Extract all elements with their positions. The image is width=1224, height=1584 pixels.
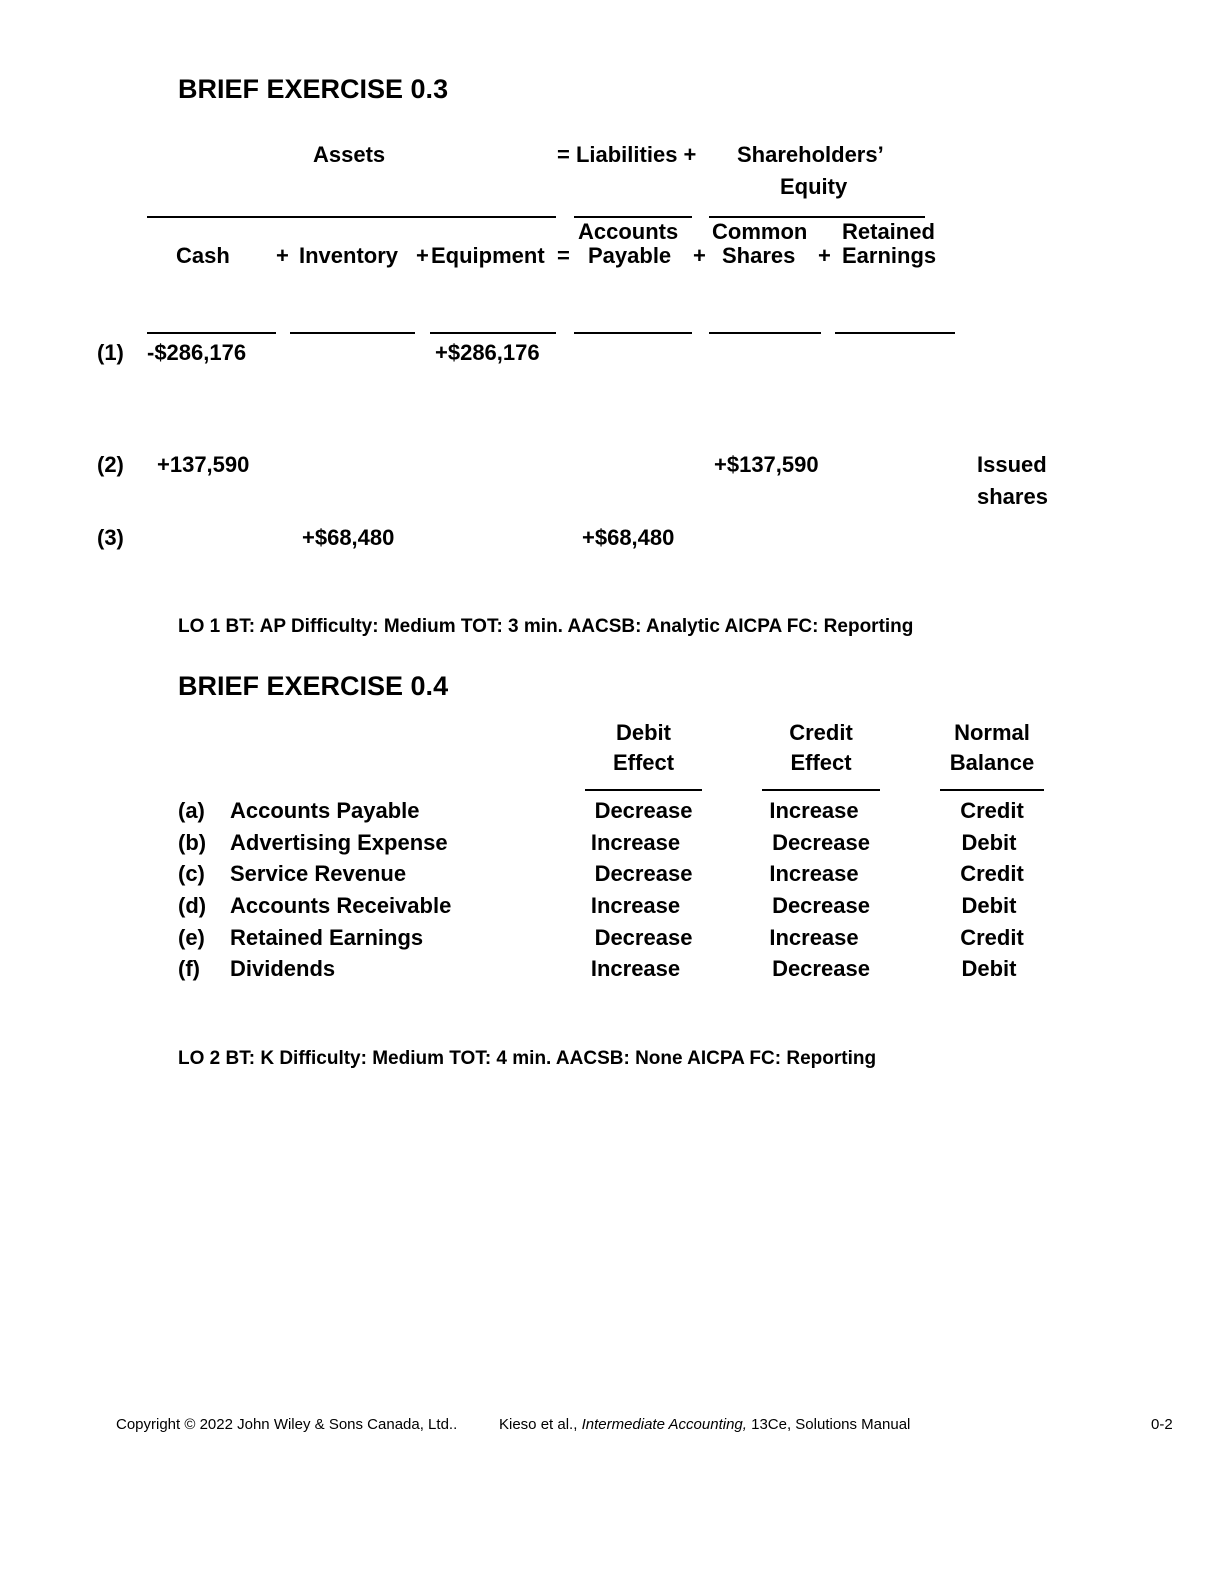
col-header-plus-3: +	[693, 243, 706, 268]
col-header-plus-1: +	[276, 243, 289, 268]
row-label: (3)	[97, 525, 124, 550]
accounts-payable-value: +$68,480	[582, 525, 675, 550]
footer-book-title: Intermediate Accounting,	[581, 1416, 747, 1433]
account-name: Service Revenue	[230, 861, 407, 886]
col-header-retained-earnings-line2: Earnings	[842, 243, 937, 268]
inventory-value: +$68,480	[302, 525, 395, 550]
row-note-line1: Issued	[977, 452, 1047, 477]
be3-learning-objective-meta: LO 1 BT: AP Difficulty: Medium TOT: 3 min. AACSB: Analytic AICPA FC: Reporting	[178, 616, 914, 637]
assets-group-underline	[147, 216, 556, 218]
col-header-plus-4: +	[818, 243, 831, 268]
credit-effect-header-line2: Effect	[790, 750, 852, 775]
normal-balance-underline	[940, 789, 1044, 791]
normal-balance-value: Debit	[961, 893, 1017, 918]
account-name: Retained Earnings	[230, 925, 424, 950]
debit-effect-value: Increase	[590, 830, 681, 855]
cash-value: -$286,176	[147, 340, 247, 365]
col-header-cash: Cash	[176, 243, 230, 268]
account-name: Accounts Payable	[230, 798, 420, 823]
common-shares-value: +$137,590	[714, 452, 819, 477]
account-name: Accounts Receivable	[230, 893, 452, 918]
account-name: Advertising Expense	[230, 830, 448, 855]
col-header-equipment: Equipment	[431, 243, 545, 268]
account-letter: (c)	[178, 861, 205, 886]
credit-effect-underline	[762, 789, 880, 791]
credit-effect-value: Increase	[769, 861, 859, 886]
be3-title: BRIEF EXERCISE 0.3	[178, 74, 449, 104]
account-letter: (d)	[178, 893, 207, 918]
debit-effect-value: Increase	[590, 956, 681, 981]
retained-earnings-col-underline	[835, 332, 955, 334]
debit-effect-underline	[585, 789, 702, 791]
col-header-plus-2: +	[416, 243, 429, 268]
liabilities-group-underline	[574, 216, 692, 218]
be4-title: BRIEF EXERCISE 0.4	[178, 671, 449, 701]
credit-effect-value: Decrease	[772, 956, 870, 981]
account-letter: (e)	[178, 925, 205, 950]
account-letter: (f)	[178, 956, 200, 981]
normal-balance-value: Credit	[960, 798, 1024, 823]
liabilities-group-label: = Liabilities +	[557, 142, 697, 167]
credit-effect-value: Increase	[769, 925, 859, 950]
equity-group-underline	[709, 216, 925, 218]
debit-effect-value: Decrease	[594, 798, 693, 823]
col-header-retained-earnings-line1: Retained	[842, 219, 935, 244]
row-note-line2: shares	[977, 484, 1048, 509]
assets-group-label: Assets	[313, 142, 386, 167]
inventory-col-underline	[290, 332, 415, 334]
equipment-value: +$286,176	[435, 340, 540, 365]
equity-group-label-line2: Equity	[780, 174, 848, 199]
be4-learning-objective-meta: LO 2 BT: K Difficulty: Medium TOT: 4 min. AACSB: None AICPA FC: Reporting	[178, 1048, 877, 1069]
normal-balance-value: Debit	[961, 830, 1017, 855]
row-label: (2)	[97, 452, 124, 477]
normal-balance-value: Credit	[960, 925, 1024, 950]
footer-authors: Kieso et al.,	[499, 1416, 578, 1433]
col-header-common-shares-line1: Common	[712, 219, 808, 244]
normal-balance-value: Credit	[960, 861, 1024, 886]
col-header-common-shares-line2: Shares	[722, 243, 796, 268]
account-name: Dividends	[230, 956, 336, 981]
equipment-col-underline	[430, 332, 556, 334]
equity-group-label-line1: Shareholders’	[737, 142, 884, 167]
credit-effect-value: Decrease	[772, 893, 870, 918]
col-header-accounts-payable-line2: Payable	[588, 243, 672, 268]
col-header-accounts-payable-line1: Accounts	[578, 219, 679, 244]
debit-effect-header-line1: Debit	[616, 720, 671, 745]
common-shares-col-underline	[709, 332, 821, 334]
credit-effect-header-line1: Credit	[789, 720, 853, 745]
col-header-equals: =	[557, 243, 570, 268]
account-letter: (a)	[178, 798, 205, 823]
row-label: (1)	[97, 340, 124, 365]
credit-effect-value: Decrease	[772, 830, 870, 855]
debit-effect-header-line2: Effect	[612, 750, 675, 775]
credit-effect-value: Increase	[769, 798, 859, 823]
footer-citation	[499, 1416, 910, 1433]
footer-copyright: Copyright © 2022 John Wiley & Sons Canada, Ltd..	[116, 1416, 458, 1433]
account-letter: (b)	[178, 830, 207, 855]
normal-balance-value: Debit	[961, 956, 1017, 981]
col-header-inventory: Inventory	[299, 243, 399, 268]
page-number: 0-2	[1151, 1416, 1173, 1433]
debit-effect-value: Increase	[590, 893, 681, 918]
debit-effect-value: Decrease	[594, 861, 693, 886]
normal-balance-header-line2: Balance	[949, 750, 1035, 775]
cash-col-underline	[147, 332, 276, 334]
normal-balance-header-line1: Normal	[954, 720, 1030, 745]
accounts-payable-col-underline	[574, 332, 692, 334]
debit-effect-value: Decrease	[594, 925, 693, 950]
cash-value: +137,590	[157, 452, 250, 477]
footer-edition: 13Ce, Solutions Manual	[751, 1416, 911, 1433]
